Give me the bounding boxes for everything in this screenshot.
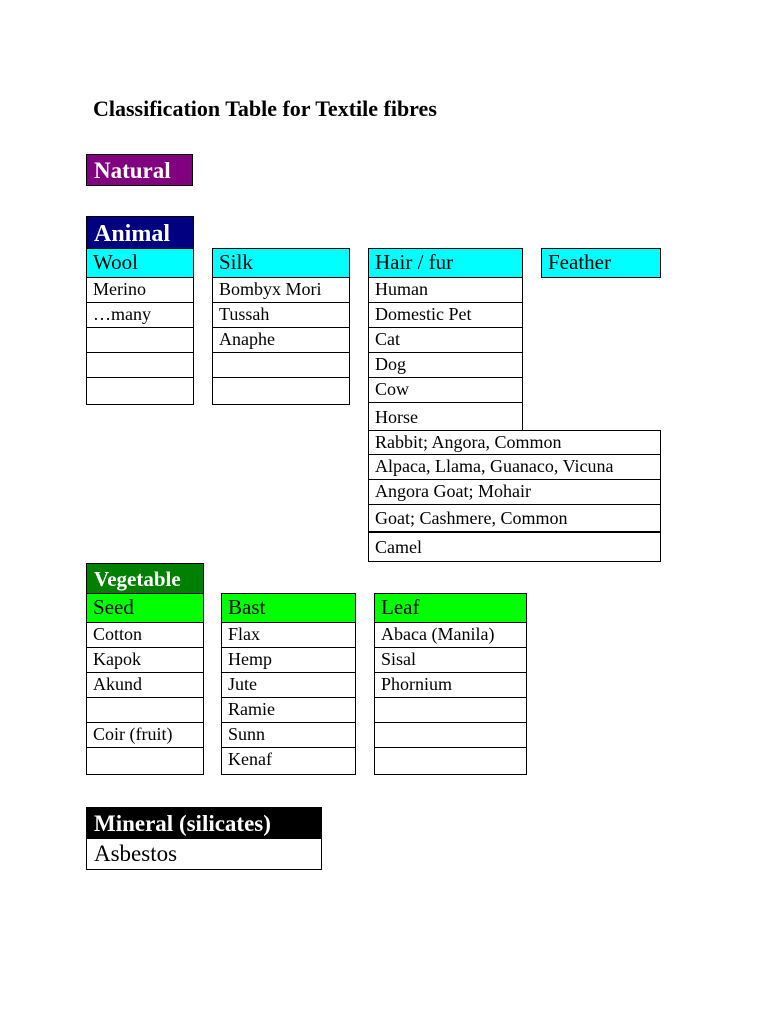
mineral-row xyxy=(86,838,322,870)
animal-category-label xyxy=(86,216,194,249)
leaf-row: Phornium xyxy=(375,673,526,698)
animal-label-text: Animal xyxy=(94,221,171,247)
hair-fur-wide-row: Rabbit; Angora, Common xyxy=(368,430,661,455)
leaf-column xyxy=(374,593,527,775)
wool-row xyxy=(87,378,193,403)
vegetable-category-label xyxy=(86,563,204,594)
seed-row: Cotton xyxy=(87,623,203,648)
seed-row: Akund xyxy=(87,673,203,698)
leaf-row xyxy=(375,698,526,723)
wool-row xyxy=(87,353,193,378)
mineral-row-text: Asbestos xyxy=(94,841,178,866)
seed-row xyxy=(87,748,203,773)
bast-header: Bast xyxy=(222,594,355,623)
seed-row xyxy=(87,698,203,723)
silk-row: Bombyx Mori xyxy=(213,278,349,303)
seed-header: Seed xyxy=(87,594,203,623)
silk-column xyxy=(212,248,350,405)
bast-row: Kenaf xyxy=(228,749,272,769)
bast-row: Ramie xyxy=(222,698,355,723)
hair-fur-wide-row: Alpaca, Llama, Guanaco, Vicuna xyxy=(368,455,661,480)
hair-fur-wide-row: Angora Goat; Mohair xyxy=(368,480,661,505)
wool-column xyxy=(86,248,194,405)
wool-row xyxy=(87,328,193,353)
leaf-row: Sisal xyxy=(375,648,526,673)
bast-row: Hemp xyxy=(222,648,355,673)
seed-column xyxy=(86,593,204,775)
hair-fur-row: Horse xyxy=(375,407,418,427)
bast-row: Jute xyxy=(222,673,355,698)
wool-row: Merino xyxy=(87,278,193,303)
natural-category-label xyxy=(86,154,193,186)
hair-fur-wide-row: Goat; Cashmere, Common xyxy=(368,505,661,533)
leaf-row xyxy=(375,723,526,748)
silk-row xyxy=(213,353,349,378)
leaf-header: Leaf xyxy=(375,594,526,623)
silk-header: Silk xyxy=(213,249,349,278)
leaf-row: Abaca (Manila) xyxy=(375,623,526,648)
feather-header: Feather xyxy=(542,249,660,277)
page-title: Classification Table for Textile fibres xyxy=(93,96,437,121)
seed-row: Coir (fruit) xyxy=(87,723,203,748)
feather-column xyxy=(541,248,661,278)
mineral-category-label xyxy=(86,807,322,839)
hair-fur-row: Cow xyxy=(369,378,522,403)
natural-label-text: Natural xyxy=(94,158,171,183)
hair-fur-header: Hair / fur xyxy=(369,249,522,278)
wool-row: …many xyxy=(87,303,193,328)
silk-row: Anaphe xyxy=(213,328,349,353)
bast-column xyxy=(221,593,356,775)
bast-row: Sunn xyxy=(222,723,355,748)
hair-fur-column xyxy=(368,248,523,431)
mineral-label-text: Mineral (silicates) xyxy=(94,811,271,836)
leaf-row xyxy=(375,748,526,773)
silk-row xyxy=(213,378,349,403)
hair-fur-row: Dog xyxy=(369,353,522,378)
hair-fur-row: Domestic Pet xyxy=(369,303,522,328)
hair-fur-row: Cat xyxy=(369,328,522,353)
bast-row: Flax xyxy=(222,623,355,648)
wool-header: Wool xyxy=(87,249,193,278)
hair-fur-row: Human xyxy=(369,278,522,303)
silk-row: Tussah xyxy=(213,303,349,328)
hair-fur-wide-rows xyxy=(368,430,661,562)
hair-fur-wide-row: Camel xyxy=(368,533,661,562)
seed-row: Kapok xyxy=(87,648,203,673)
vegetable-label-text: Vegetable xyxy=(94,567,181,591)
